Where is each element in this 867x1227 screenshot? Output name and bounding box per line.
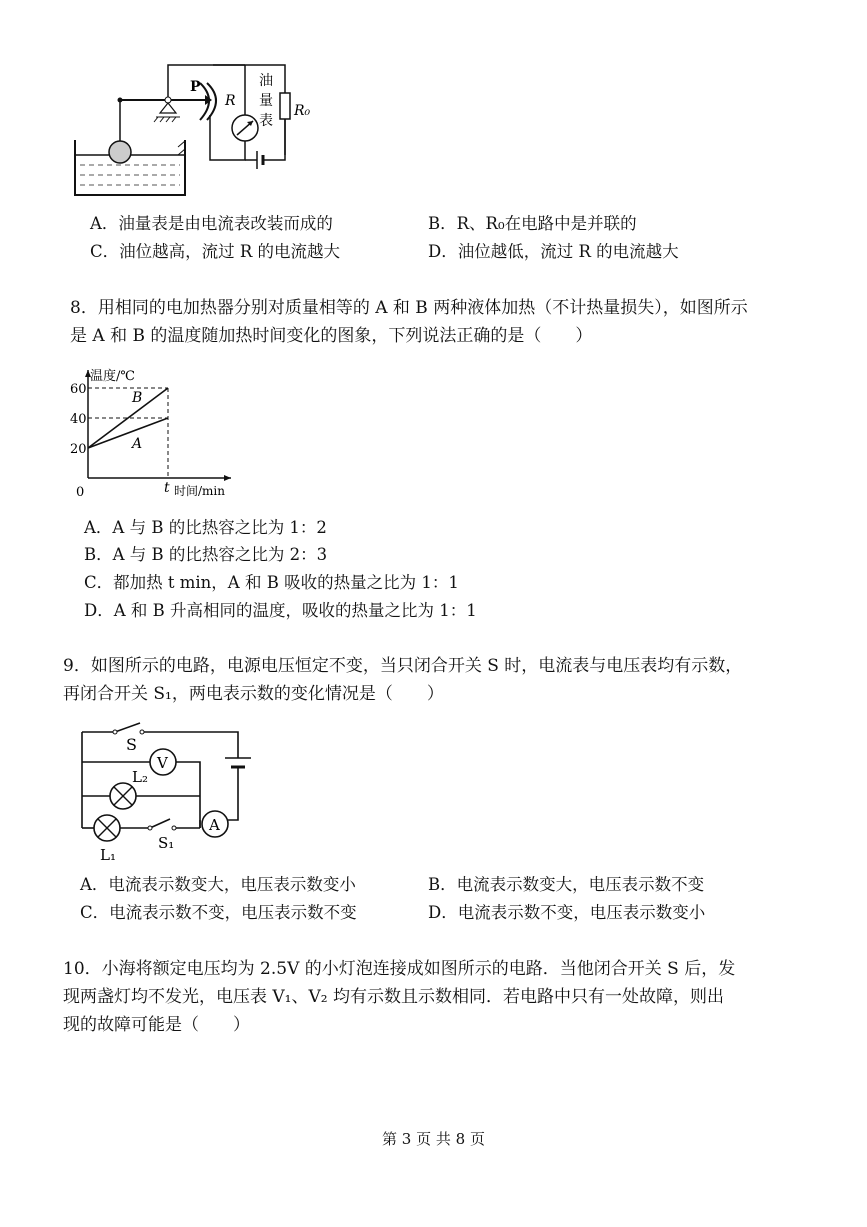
q7-option-b: B．R、R₀在电路中是并联的 [428, 214, 637, 233]
q8-option-c: C．都加热 t min，A 和 B 吸收的热量之比为 1：1 [84, 573, 459, 592]
q8-question-line-1: 8．用相同的电加热器分别对质量相等的 A 和 B 两种液体加热（不计热量损失），如图所示 [70, 298, 748, 318]
series-line-A [88, 418, 168, 448]
q7-option-c: C．油位越高，流过 R 的电流越大 [90, 242, 341, 261]
q10-question-line-1: 10．小海将额定电压均为 2.5V 的小灯泡连接成如图所示的电路．当他闭合开关 S 后，发 [63, 959, 736, 979]
temperature-time-chart [60, 360, 250, 500]
label-S: S [126, 735, 137, 754]
y-tick-label-20: 20 [70, 442, 87, 457]
q9-question-line-1: 9．如图所示的电路，电源电压恒定不变，当只闭合开关 S 时，电流表与电压表均有示数， [63, 656, 743, 676]
q9-option-c: C．电流表示数不变，电压表示数不变 [80, 903, 357, 922]
y-tick-label-40: 40 [70, 412, 87, 427]
q9-option-d: D．电流表示数不变，电压表示数变小 [428, 903, 706, 922]
q9-option-a: A．电流表示数变大，电压表示数变小 [80, 875, 356, 894]
label-L2: L₂ [132, 768, 148, 786]
q7-option-a: A．油量表是由电流表改装而成的 [90, 214, 333, 233]
series-label-B: B [132, 390, 143, 406]
series-label-A: A [132, 436, 143, 452]
label-A: A [209, 816, 220, 834]
q9-circuit-diagram [70, 720, 270, 870]
label-meter-3: 表 [259, 113, 273, 129]
q7-option-d: D．油位越低，流过 R 的电流越大 [428, 242, 679, 261]
x-axis-title: 时间/min [174, 484, 225, 498]
label-P: P [190, 79, 201, 95]
q8-question-line-2: 是 A 和 B 的温度随加热时间变化的图象，下列说法正确的是（ ） [70, 326, 593, 346]
x-axis-arrow [224, 475, 231, 481]
page-footer: 第 3 页 共 8 页 [382, 1130, 485, 1148]
label-L1: L₁ [100, 846, 116, 864]
y-tick-label-60: 60 [70, 382, 87, 397]
label-meter-2: 量 [259, 93, 273, 109]
y-axis-title: 温度/℃ [90, 369, 135, 384]
q8-option-d: D．A 和 B 升高相同的温度，吸收的热量之比为 1：1 [84, 601, 477, 620]
q10-question-line-2: 现两盏灯均不发光，电压表 V₁、V₂ 均有示数且示数相同．若电路中只有一处故障，则出 [63, 987, 724, 1007]
series-line-B [88, 388, 168, 448]
x-tick-label-t: t [164, 480, 170, 496]
q9-question-line-2: 再闭合开关 S₁，两电表示数的变化情况是（ ） [63, 684, 444, 704]
q9-option-b: B．电流表示数变大，电压表示数不变 [428, 875, 705, 894]
q8-option-b: B．A 与 B 的比热容之比为 2：3 [84, 545, 328, 564]
q10-question-line-3: 现的故障可能是（ ） [63, 1015, 250, 1035]
label-S1: S₁ [158, 834, 175, 852]
oil-gauge-diagram [60, 55, 320, 205]
label-V: V [157, 754, 168, 772]
label-R: R [225, 93, 236, 109]
x-tick-label-0: 0 [76, 485, 85, 500]
label-meter-1: 油 [259, 73, 273, 89]
q8-option-a: A．A 与 B 的比热容之比为 1：2 [84, 518, 327, 537]
label-R0: R₀ [294, 103, 311, 119]
